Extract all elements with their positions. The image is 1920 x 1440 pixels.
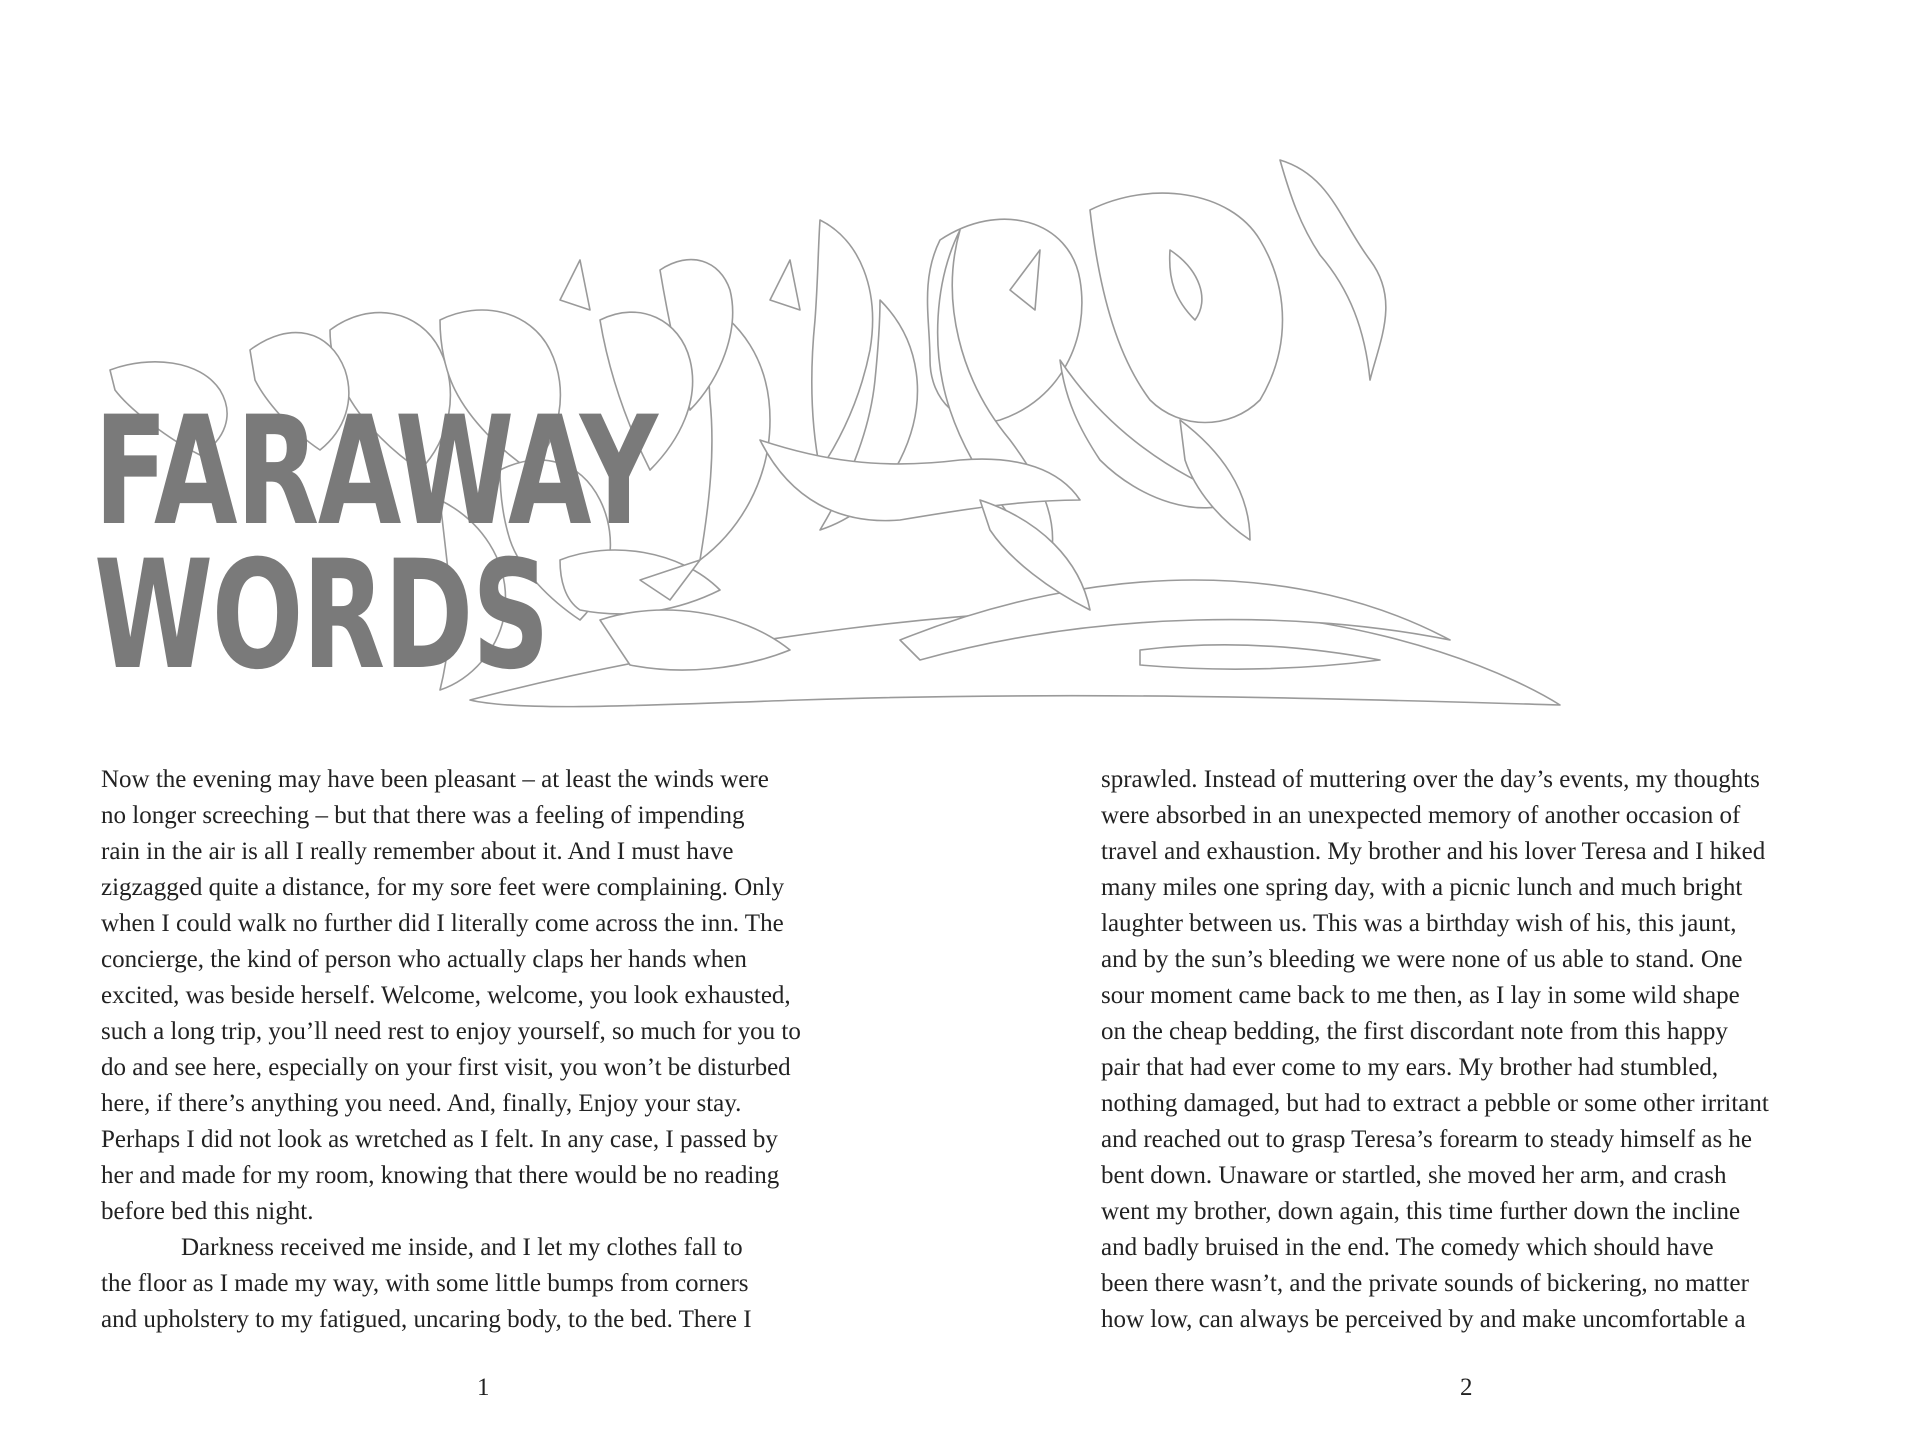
- text-line: here, if there’s anything you need. And, finally, Enjoy your stay.: [101, 1090, 742, 1117]
- text-line: been there wasn’t, and the private sounds of bickering, no matter: [1101, 1270, 1749, 1297]
- text-line: travel and exhaustion. My brother and his lover Teresa and I hiked: [1101, 838, 1766, 865]
- text-line: nothing damaged, but had to extract a pebble or some other irritant: [1101, 1090, 1769, 1117]
- left-paragraph-1: [101, 762, 861, 1230]
- text-line: many miles one spring day, with a picnic lunch and much bright: [1101, 874, 1743, 901]
- text-line: her and made for my room, knowing that there would be no reading: [101, 1162, 780, 1189]
- text-line: Darkness received me inside, and I let my clothes fall to: [181, 1234, 743, 1261]
- text-line: were absorbed in an unexpected memory of another occasion of: [1101, 802, 1741, 829]
- text-line: went my brother, down again, this time further down the incline: [1101, 1198, 1741, 1225]
- text-line: before bed this night.: [101, 1198, 314, 1225]
- text-line: rain in the air is all I really remember about it. And I must have: [101, 838, 734, 865]
- text-line: Perhaps I did not look as wretched as I felt. In any case, I passed by: [101, 1126, 778, 1153]
- text-line: no longer screeching – but that there was a feeling of impending: [101, 802, 745, 829]
- text-line: laughter between us. This was a birthday wish of his, this jaunt,: [1101, 910, 1737, 937]
- text-line: when I could walk no further did I literally come across the inn. The: [101, 910, 784, 937]
- text-line: and badly bruised in the end. The comedy which should have: [1101, 1234, 1714, 1261]
- page-number-right: 2: [1460, 1374, 1473, 1401]
- left-page-text: [101, 762, 861, 1338]
- text-line: and by the sun’s bleeding we were none of us able to stand. One: [1101, 946, 1743, 973]
- text-line: concierge, the kind of person who actually claps her hands when: [101, 946, 747, 973]
- text-line: and upholstery to my fatigued, uncaring body, to the bed. There I: [101, 1306, 752, 1333]
- text-line: excited, was beside herself. Welcome, welcome, you look exhausted,: [101, 982, 791, 1009]
- text-line: and reached out to grasp Teresa’s forearm to steady himself as he: [1101, 1126, 1753, 1153]
- text-line: sprawled. Instead of muttering over the day’s events, my thoughts: [1101, 766, 1760, 793]
- text-line: bent down. Unaware or startled, she moved her arm, and crash: [1101, 1162, 1727, 1189]
- book-title: [94, 385, 657, 703]
- right-page-text: [1101, 762, 1861, 1338]
- text-line: zigzagged quite a distance, for my sore feet were complaining. Only: [101, 874, 785, 901]
- text-line: pair that had ever come to my ears. My brother had stumbled,: [1101, 1054, 1719, 1081]
- text-line: on the cheap bedding, the first discordant note from this happy: [1101, 1018, 1728, 1045]
- text-line: do and see here, especially on your first visit, you won’t be disturbed: [101, 1054, 791, 1081]
- page-number-left: 1: [477, 1374, 490, 1401]
- title-line-1: FARAWAY: [94, 385, 657, 559]
- text-line: such a long trip, you’ll need rest to enjoy yourself, so much for you to: [101, 1018, 801, 1045]
- text-line: how low, can always be perceived by and make uncomfortable a: [1101, 1306, 1746, 1333]
- text-line: the floor as I made my way, with some little bumps from corners: [101, 1270, 749, 1297]
- right-paragraph-1: [1101, 762, 1861, 1338]
- title-line-2: WORDS: [94, 529, 549, 703]
- text-line: Now the evening may have been pleasant – at least the winds were: [101, 766, 769, 793]
- left-paragraph-2: [101, 1230, 861, 1338]
- text-line: sour moment came back to me then, as I lay in some wild shape: [1101, 982, 1740, 1009]
